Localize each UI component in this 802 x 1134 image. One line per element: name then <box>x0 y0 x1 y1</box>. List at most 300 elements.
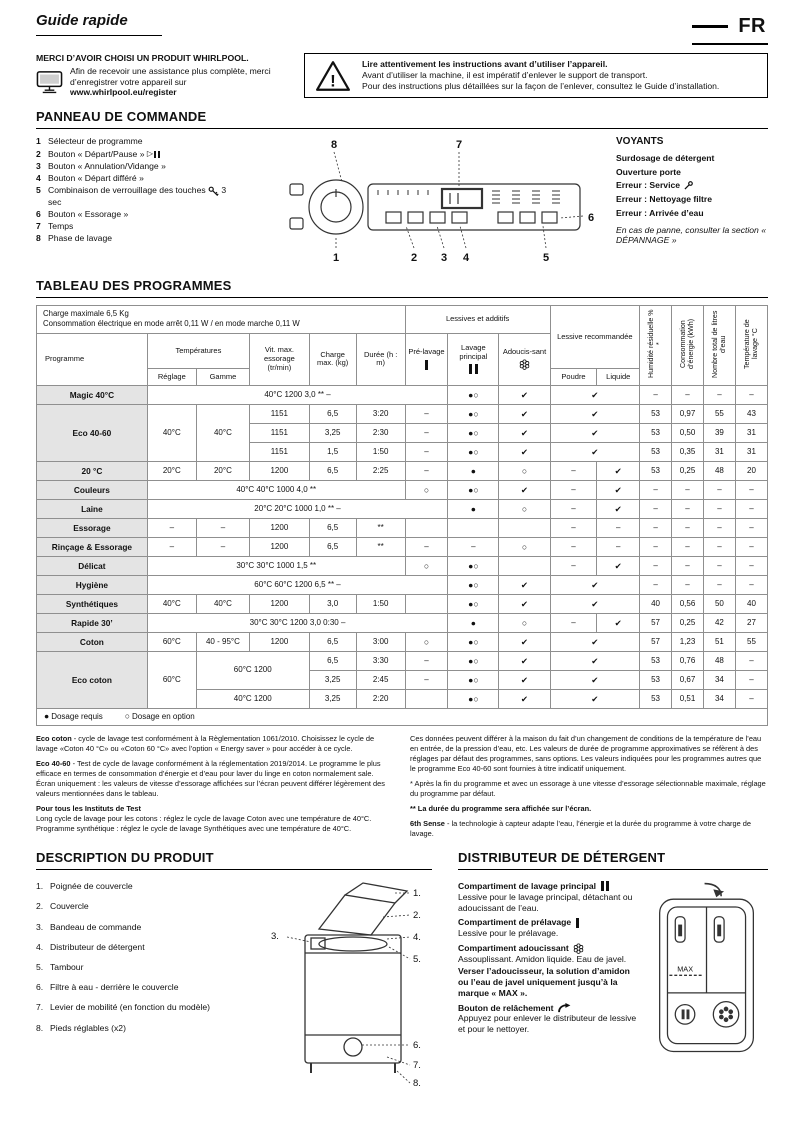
table-cell: – <box>405 670 448 689</box>
table-cell: – <box>735 689 767 708</box>
control-panel-item-4 <box>36 173 240 184</box>
indicator-label: Erreur : Arrivée d’eau <box>616 207 704 218</box>
table-cell: – <box>640 556 672 575</box>
table-cell: ●○ <box>448 556 499 575</box>
control-panel-diagram <box>246 136 606 267</box>
table-cell: – <box>735 556 767 575</box>
program-name-cell: Laine <box>37 499 148 518</box>
machine-callout-6: 6. <box>413 1040 421 1052</box>
table-cell: 20 <box>735 461 767 480</box>
table-cell <box>405 689 448 708</box>
table-cell: – <box>550 537 597 556</box>
item-label: Phase de lavage <box>48 233 113 244</box>
pre-wash-icon <box>575 918 580 928</box>
table-cell: ○ <box>499 499 550 518</box>
table-cell: 40°C <box>147 594 196 613</box>
table-cell <box>448 518 499 537</box>
table-cell: ✔ <box>499 670 550 689</box>
table-cell: ● <box>448 461 499 480</box>
program-row <box>37 518 768 537</box>
table-cell: 1200 <box>250 537 310 556</box>
callout-4: 4 <box>462 252 470 265</box>
warning-text <box>362 59 719 91</box>
item-label: Combinaison de verrouillage des touches 3 sec <box>48 185 227 207</box>
control-panel-item-7 <box>36 221 240 232</box>
table-cell: ●○ <box>448 651 499 670</box>
table-cell: 1200 <box>250 461 310 480</box>
callout-7: 7 <box>455 139 463 152</box>
footnote: Long cycle de lavage pour les cotons : réglez le cycle de lavage Coton avec une température de 40°C. <box>36 813 372 823</box>
machine-callout-8: 8. <box>413 1078 421 1090</box>
table-cell: – <box>672 480 704 499</box>
legend-item: ○ Dosage en option <box>124 711 195 722</box>
section-heading-control-panel: PANNEAU DE COMMANDE <box>36 109 768 129</box>
machine-callout-7: 7. <box>413 1060 421 1072</box>
indicators-list <box>616 153 768 219</box>
table-cell: 53 <box>640 404 672 423</box>
table-cell: ●○ <box>448 689 499 708</box>
table-cell: ●○ <box>448 632 499 651</box>
dispenser-subheading: Compartiment adoucissant <box>458 943 638 954</box>
table-cell: ✔ <box>597 461 640 480</box>
table-cell: – <box>703 556 735 575</box>
table-cell: – <box>735 480 767 499</box>
footnote: Ces données peuvent différer à la maison du fait d’un changement de conditions de la température de l’eau en entrée, de la pression d’eau, etc. Les valeurs de durée de programme approximatives se réfèrent à des réglages par défaut des programmes, sans options. Les valeurs indiquées pour les programmes autres que le programme Eco 40-60 sont fournies à titre indicatif uniquement. <box>410 733 762 773</box>
header-setting: Réglage <box>147 369 196 386</box>
table-cell: 53 <box>640 423 672 442</box>
program-row <box>37 385 768 404</box>
main-wash-icon <box>450 363 496 374</box>
indicators-note: En cas de panne, consulter la section « DÉPANNAGE » <box>616 224 767 246</box>
footnote: ** La durée du programme sera affichée sur l’écran. <box>410 803 592 813</box>
page-header <box>36 10 768 45</box>
table-cell: 20°C <box>147 461 196 480</box>
footnote: Programme synthétique : réglez le cycle de lavage Synthétiques avec une température de 40°C. <box>36 823 352 833</box>
dispenser-subheading: Compartiment de prélavage <box>458 917 638 928</box>
table-cell: – <box>550 480 597 499</box>
table-cell: 0,25 <box>672 613 704 632</box>
svg-text:!: ! <box>330 71 336 91</box>
table-cell: 20°C 20°C 1000 1,0 ** – <box>147 499 447 518</box>
table-cell: – <box>640 480 672 499</box>
table-cell: 1151 <box>250 442 310 461</box>
table-cell: ✔ <box>499 480 550 499</box>
table-cell: – <box>672 499 704 518</box>
program-name-cell: 20 °C <box>37 461 148 480</box>
table-cell: ** <box>356 518 405 537</box>
table-cell: ●○ <box>448 575 499 594</box>
table-cell: – <box>640 385 672 404</box>
language-block <box>692 10 768 45</box>
table-cell: – <box>405 537 448 556</box>
table-cell: 34 <box>703 670 735 689</box>
indicator-label: Ouverture porte <box>616 166 681 177</box>
table-cell: ✔ <box>550 670 639 689</box>
table-cell: – <box>640 518 672 537</box>
table-cell: 3,0 <box>309 594 356 613</box>
table-cell: – <box>703 518 735 537</box>
table-cell: – <box>703 575 735 594</box>
callout-3: 3 <box>440 252 448 265</box>
detergent-dispenser-section <box>458 848 768 1092</box>
program-row <box>37 480 768 499</box>
header-liquid: Liquide <box>597 369 640 386</box>
register-url: www.whirlpool.eu/register <box>70 87 177 98</box>
table-cell: 53 <box>640 651 672 670</box>
table-cell: ✔ <box>550 575 639 594</box>
table-cell: ✔ <box>550 689 639 708</box>
item-label: Temps <box>48 220 74 231</box>
program-name-cell: Rinçage & Essorage <box>37 537 148 556</box>
product-part-item: 5. Tambour <box>36 961 84 972</box>
table-cell: – <box>550 556 597 575</box>
table-cell: 31 <box>735 442 767 461</box>
control-panel-section <box>36 136 768 267</box>
indicator-label: Erreur : Nettoyage filtre <box>616 194 712 205</box>
table-header-row <box>37 306 768 333</box>
table-cell: ●○ <box>448 404 499 423</box>
product-part-item: 6. Filtre à eau - derrière le couvercle <box>36 982 179 993</box>
item-label: Bouton « Essorage » <box>48 208 129 219</box>
table-cell: 3,25 <box>309 689 356 708</box>
section-heading-dispenser: DISTRIBUTEUR DE DÉTERGENT <box>458 850 768 870</box>
table-cell: ✔ <box>597 613 640 632</box>
machine-callout-2: 2. <box>413 910 421 922</box>
table-cell: 1200 <box>250 594 310 613</box>
table-cell: ✔ <box>597 480 640 499</box>
product-part-item: 4. Distributeur de détergent <box>36 941 145 952</box>
control-panel-item-3 <box>36 161 240 172</box>
table-cell: – <box>550 461 597 480</box>
product-parts-list <box>36 877 261 1092</box>
header-softener: Adoucis-sant <box>499 333 550 385</box>
table-cell: 3:00 <box>356 632 405 651</box>
table-cell: ●○ <box>448 594 499 613</box>
header-wash-temp: Température de lavage °C <box>735 306 767 386</box>
table-cell: ✔ <box>499 594 550 613</box>
start-pause-icon: ▷ <box>147 149 161 159</box>
table-cell: 3,25 <box>309 423 356 442</box>
table-cell: ✔ <box>597 556 640 575</box>
table-cell: – <box>735 670 767 689</box>
product-part-item: 2. Couvercle <box>36 901 89 912</box>
table-cell: 30°C 30°C 1000 1,5 ** <box>147 556 405 575</box>
machine-callout-3: 3. <box>271 931 279 943</box>
item-number: 5 <box>36 185 41 196</box>
program-row <box>37 499 768 518</box>
program-name-cell: Eco 40-60 <box>37 404 148 461</box>
item-number: 8 <box>36 233 41 244</box>
callout-2: 2 <box>410 252 418 265</box>
table-cell: ✔ <box>597 499 640 518</box>
table-cell: – <box>672 537 704 556</box>
table-cell: 55 <box>703 404 735 423</box>
table-cell: ○ <box>405 632 448 651</box>
table-cell: – <box>597 537 640 556</box>
program-name-cell: Eco coton <box>37 651 148 708</box>
table-cell: – <box>672 518 704 537</box>
table-cell: – <box>735 651 767 670</box>
table-cell: 0,35 <box>672 442 704 461</box>
table-cell: 60°C <box>147 632 196 651</box>
table-cell: ✔ <box>499 632 550 651</box>
table-cell: ✔ <box>550 423 639 442</box>
table-cell: – <box>405 461 448 480</box>
table-cell: ○ <box>499 461 550 480</box>
indicators-block <box>612 136 768 267</box>
table-cell: – <box>703 499 735 518</box>
table-cell: 57 <box>640 613 672 632</box>
control-panel-item-5 <box>36 185 240 207</box>
callout-1: 1 <box>332 252 340 265</box>
item-number: 6 <box>36 208 41 219</box>
table-cell: 60°C <box>147 651 196 708</box>
table-cell: ✔ <box>550 651 639 670</box>
thanks-text: Afin de recevoir une assistance plus complète, merci d’enregistrer votre appareil sur www.whirlpool.eu/register <box>70 65 271 98</box>
footnotes <box>36 734 768 844</box>
dispenser-subheading: Compartiment de lavage principal <box>458 881 638 892</box>
program-name-cell: Couleurs <box>37 480 148 499</box>
table-cell: 34 <box>703 689 735 708</box>
main-wash-icon <box>600 881 610 891</box>
table-cell: 50 <box>703 594 735 613</box>
table-cell: – <box>735 499 767 518</box>
header-programme: Programme <box>37 333 148 385</box>
program-name-cell: Magic 40°C <box>37 385 148 404</box>
table-cell: – <box>672 556 704 575</box>
table-cell: 6,5 <box>309 461 356 480</box>
table-cell: 53 <box>640 689 672 708</box>
release-arrow-icon <box>558 1003 571 1013</box>
callout-8: 8 <box>330 139 338 152</box>
table-cell: 51 <box>703 632 735 651</box>
table-cell: 1200 <box>250 632 310 651</box>
table-cell: 2:45 <box>356 670 405 689</box>
indicator-label: Erreur : Service <box>616 180 768 191</box>
item-number: 2 <box>36 148 41 159</box>
table-cell: 6,5 <box>309 651 356 670</box>
table-cell: ●○ <box>448 480 499 499</box>
header-powder: Poudre <box>550 369 597 386</box>
indicators-heading: VOYANTS <box>616 136 664 148</box>
language-badge: FR <box>738 15 766 37</box>
table-cell: 40 <box>640 594 672 613</box>
footnote: Pour tous les Instituts de Test <box>36 803 141 813</box>
page-title: Guide rapide <box>36 12 128 29</box>
table-cell: ✔ <box>499 442 550 461</box>
header-prewash: Pré-lavage <box>405 333 448 385</box>
table-cell: 0,76 <box>672 651 704 670</box>
dispenser-text <box>458 877 638 1062</box>
table-cell: ✔ <box>550 385 639 404</box>
table-cell: ●○ <box>448 442 499 461</box>
program-name-cell: Délicat <box>37 556 148 575</box>
item-number: 7 <box>36 220 41 231</box>
dispenser-body-text: Verser l’adoucisseur, la solution d’amidon ou l’eau de javel uniquement jusqu’à la marque « MAX ». <box>458 966 630 998</box>
table-cell: – <box>405 404 448 423</box>
header-duration: Durée (h : m) <box>356 333 405 385</box>
warning-line-2: Avant d’utiliser la machine, il est impératif d’enlever le support de transport. <box>362 70 648 81</box>
table-cell <box>499 556 550 575</box>
program-name-cell: Essorage <box>37 518 148 537</box>
table-cell: 48 <box>703 651 735 670</box>
control-panel-list <box>36 136 240 267</box>
table-cell: – <box>147 537 196 556</box>
table-cell: 1:50 <box>356 442 405 461</box>
table-cell: 1:50 <box>356 594 405 613</box>
table-cell: 40 <box>735 594 767 613</box>
table-cell: 60°C 1200 <box>196 651 309 689</box>
header-main-wash: Lavage principal <box>448 333 499 385</box>
footnote: Eco 40-60 - Test de cycle de lavage conformément à la réglementation 2019/2014. Le programme le plus efficace en termes de consommation d’énergie et d’eau pour laver du linge en coton normalement sale. Écran uniquement : les valeurs de vitesse d’essorage affichées sur l’écran peuvent différer légèrement des valeurs mentionnées dans le tableau. <box>36 758 385 798</box>
header-temperatures: Températures <box>147 333 249 369</box>
table-cell: – <box>640 537 672 556</box>
table-legend <box>36 709 768 726</box>
table-cell: 1200 <box>250 518 310 537</box>
header-water: Nombre total de litres d’eau <box>703 306 735 386</box>
table-cell: – <box>703 480 735 499</box>
table-cell: – <box>735 575 767 594</box>
table-cell: – <box>405 651 448 670</box>
program-table <box>36 305 768 709</box>
table-cell: 3:20 <box>356 404 405 423</box>
table-cell: – <box>735 385 767 404</box>
washing-machine-drawing <box>267 877 432 1092</box>
warning-box <box>304 53 768 98</box>
program-row <box>37 556 768 575</box>
table-cell: 0,67 <box>672 670 704 689</box>
dispenser-body-text: Lessive pour le prélavage. <box>458 927 559 938</box>
monitor-icon <box>36 66 63 98</box>
title-block <box>36 10 162 36</box>
table-cell: 30°C 30°C 1200 3,0 0:30 – <box>147 613 447 632</box>
table-cell: 6,5 <box>309 404 356 423</box>
table-cell: 2:25 <box>356 461 405 480</box>
table-cell: ✔ <box>550 632 639 651</box>
table-cell <box>405 518 448 537</box>
table-caption-cell: Charge maximale 6,5 Kg Consommation électrique en mode arrêt 0,11 W / en mode marche 0,11 W <box>37 306 406 333</box>
header-range: Gamme <box>196 369 249 386</box>
program-table-wrap <box>36 305 768 726</box>
table-cell: 0,25 <box>672 461 704 480</box>
table-cell: ○ <box>499 537 550 556</box>
control-panel-item-1 <box>36 136 240 147</box>
table-cell: 40°C <box>147 404 196 461</box>
table-cell: ○ <box>405 556 448 575</box>
table-cell: 3:30 <box>356 651 405 670</box>
table-cell: – <box>196 537 249 556</box>
table-cell: 0,51 <box>672 689 704 708</box>
program-name-cell: Synthétiques <box>37 594 148 613</box>
table-cell: 0,97 <box>672 404 704 423</box>
program-row <box>37 651 768 670</box>
item-number: 1 <box>36 136 41 147</box>
table-cell: 2:30 <box>356 423 405 442</box>
table-cell: 40°C 40°C 1000 4,0 ** <box>147 480 405 499</box>
program-row <box>37 632 768 651</box>
table-cell: 40°C 1200 <box>196 689 309 708</box>
warning-line-1: Lire attentivement les instructions avant d’utiliser l’appareil. <box>362 59 608 70</box>
table-cell: 40°C <box>196 594 249 613</box>
section-heading-product: DESCRIPTION DU PRODUIT <box>36 850 432 870</box>
table-cell: – <box>735 518 767 537</box>
item-label: Bouton « Départ différé » <box>48 173 144 184</box>
table-cell: – <box>405 423 448 442</box>
table-cell: 43 <box>735 404 767 423</box>
footnote: Eco coton - cycle de lavage test conformément à la Règlementation 1061/2010. Choisissez le cycle de lavage «Coton 40 °C» ou «Coton 60 °C» avec l’option « Energy saver » pour accéder à ce cycle. <box>36 733 375 753</box>
thanks-block <box>36 53 304 98</box>
table-cell: ✔ <box>550 442 639 461</box>
table-cell: 20°C <box>196 461 249 480</box>
header-spin-speed: Vit. max. essorage (tr/min) <box>250 333 310 385</box>
table-cell: 40°C <box>196 404 249 461</box>
table-cell: ✔ <box>499 689 550 708</box>
table-cell: – <box>405 442 448 461</box>
header-additives: Lessives et additifs <box>405 306 550 333</box>
table-cell: 6,5 <box>309 537 356 556</box>
table-cell: ✔ <box>550 594 639 613</box>
table-cell: 1151 <box>250 404 310 423</box>
table-cell: 40 - 95°C <box>196 632 249 651</box>
table-cell: ●○ <box>448 670 499 689</box>
table-cell: ✔ <box>499 575 550 594</box>
table-cell: ✔ <box>499 385 550 404</box>
product-part-item: 1. Poignée de couvercle <box>36 881 133 892</box>
table-cell: 53 <box>640 442 672 461</box>
program-name-cell: Coton <box>37 632 148 651</box>
callout-6: 6 <box>587 212 595 225</box>
table-cell: 2:20 <box>356 689 405 708</box>
footnotes-left <box>36 734 394 844</box>
table-cell: – <box>147 518 196 537</box>
table-cell: 42 <box>703 613 735 632</box>
machine-callout-1: 1. <box>413 888 421 900</box>
product-part-item: 8. Pieds réglables (x2) <box>36 1022 126 1033</box>
table-cell: ✔ <box>499 423 550 442</box>
softener-icon <box>573 943 584 954</box>
program-row <box>37 461 768 480</box>
control-panel-item-2 <box>36 149 240 160</box>
table-cell: 6,5 <box>309 632 356 651</box>
product-part-item: 7. Levier de mobilité (en fonction du modèle) <box>36 1002 211 1013</box>
dispenser-body-text: Appuyez pour enlever le distributeur de lessive et pour le nettoyer. <box>458 1013 637 1035</box>
header-recommended: Lessive recommandée <box>550 306 639 369</box>
machine-callout-4: 4. <box>413 932 421 944</box>
drawer-max-label: MAX <box>677 964 694 974</box>
table-cell <box>499 518 550 537</box>
table-cell: – <box>448 537 499 556</box>
program-row <box>37 575 768 594</box>
header-rule <box>692 25 728 27</box>
table-cell: – <box>672 385 704 404</box>
table-cell: 0,56 <box>672 594 704 613</box>
header-residual-humidity: Humidité résiduelle % * <box>640 306 672 386</box>
table-cell: – <box>640 499 672 518</box>
table-cell: – <box>640 575 672 594</box>
table-cell: 27 <box>735 613 767 632</box>
table-cell: – <box>196 518 249 537</box>
prewash-icon <box>408 359 446 370</box>
table-cell: – <box>703 385 735 404</box>
table-cell: ●○ <box>448 423 499 442</box>
program-row <box>37 404 768 423</box>
table-cell: – <box>672 575 704 594</box>
item-label: Bouton « Départ/Pause » ▷ <box>48 149 161 160</box>
section-heading-programs: TABLEAU DES PROGRAMMES <box>36 278 768 298</box>
table-cell: ** <box>356 537 405 556</box>
item-number: 4 <box>36 173 41 184</box>
table-cell: ● <box>448 499 499 518</box>
